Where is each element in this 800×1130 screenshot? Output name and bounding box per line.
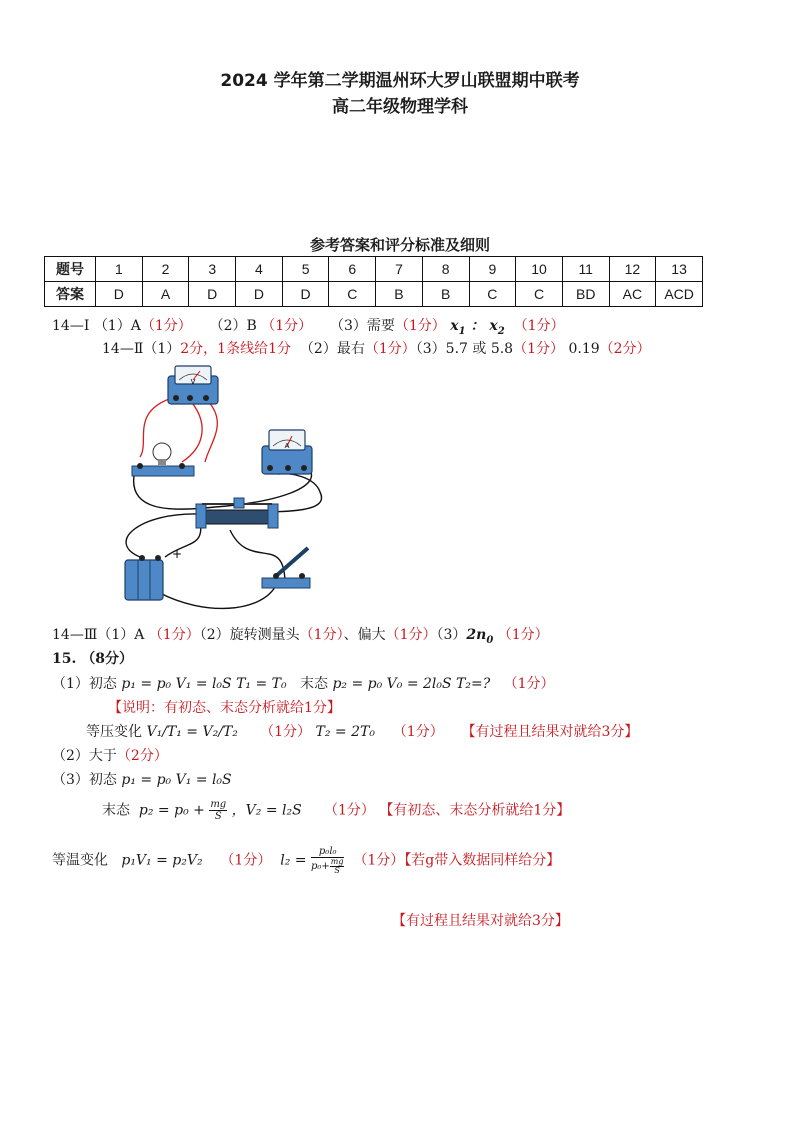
question-number: 7: [376, 257, 423, 282]
score: （1分）: [503, 676, 555, 692]
answer-cell: D: [236, 282, 283, 307]
question-number: 8: [422, 257, 469, 282]
q14-3-part3: 、偏大: [343, 627, 386, 643]
score: （1分）: [392, 724, 444, 740]
q14-3-math: $2n_0$: [466, 627, 494, 646]
q15-note4: 【若g带入数据同样给分】: [404, 852, 561, 869]
q15-part1-label: （1）初态: [52, 676, 117, 692]
answer-cell: B: [376, 282, 423, 307]
score: （1分）: [323, 802, 375, 819]
answer-table-title: 参考答案和评分标准及细则: [309, 236, 490, 254]
answer-table: [44, 256, 703, 307]
row-head-answer: 答案: [45, 282, 96, 307]
question-number: 4: [236, 257, 283, 282]
q15-part1-line: [52, 673, 555, 693]
q14-2-part3: （3）5.7 或 5.8: [415, 341, 514, 357]
q14-3-line: [52, 624, 549, 646]
q15-part2: （2）大于: [52, 748, 117, 764]
score: （1分）: [261, 318, 313, 334]
ammeter-icon: [262, 430, 312, 474]
q15-part1-final: p₂ = p₀ V₀ = 2l₀S T₂=?: [332, 676, 491, 692]
score: （1分）: [513, 318, 565, 334]
q14-3-part2: （2）旋转测量头: [199, 627, 300, 643]
table-row-numbers: [45, 257, 703, 282]
wire: [158, 587, 275, 608]
voltmeter-label: V: [190, 378, 196, 386]
q15-part3-final-line: [102, 799, 570, 822]
answer-cell: C: [469, 282, 516, 307]
question-number: 9: [469, 257, 516, 282]
q15-part3-final-b: ，V₂ = l₂S: [231, 802, 302, 819]
isobaric-label: 等压变化: [86, 724, 142, 740]
question-number: 1: [96, 257, 143, 282]
q15-part3-final-label: 末态: [102, 802, 130, 819]
score: （1分）: [260, 724, 312, 740]
question-number: 3: [189, 257, 236, 282]
q15-points: （8分）: [81, 651, 133, 667]
answer-cell: BD: [562, 282, 609, 307]
red-wire: [205, 398, 217, 462]
isobaric-eq: V₁/T₁ = V₂/T₂: [146, 724, 238, 740]
t2-eq: T₂ = 2T₀: [315, 724, 375, 740]
q14-2-label: 14—Ⅱ: [102, 341, 144, 357]
q14-3-part1: （1）A: [97, 627, 145, 643]
q15-part3-initial: p₁ = p₀ V₁ = l₀S: [121, 772, 232, 788]
score: 2分，1条线给1分: [180, 341, 291, 357]
q14-2-part1: （1）: [143, 341, 181, 357]
q14-3-part4: （3）: [436, 627, 467, 643]
question-number: 10: [516, 257, 563, 282]
score: （1分）: [385, 627, 437, 643]
q15-part2-line: [52, 745, 168, 765]
q14-1-label: 14—Ⅰ: [52, 318, 90, 334]
wire: [126, 514, 200, 557]
q15-note2: 【有过程且结果对就给3分】: [461, 724, 639, 740]
score: （1分）: [497, 627, 549, 643]
q15-label: 15.: [52, 651, 77, 667]
circuit-diagram: [110, 362, 340, 612]
q14-1-line: [52, 315, 565, 337]
answer-cell: C: [329, 282, 376, 307]
answer-cell: D: [96, 282, 143, 307]
wire: [165, 522, 201, 557]
score: （2分）: [599, 341, 651, 357]
question-number: 12: [609, 257, 656, 282]
question-number: 6: [329, 257, 376, 282]
q14-1-part3: （3）需要: [329, 318, 395, 334]
q15-part3-line: [52, 769, 232, 789]
score: （1分）: [353, 852, 405, 869]
red-wire: [182, 398, 202, 462]
battery-plus: +: [172, 547, 183, 561]
fraction-l2: p₀l₀ p₀+ $\frac{mg}{S}$: [310, 846, 344, 875]
score: （1分）: [220, 852, 272, 869]
q14-2-line: [102, 338, 651, 358]
fraction-mg-s: $\frac{mg}{S}$: [210, 799, 227, 822]
rheostat-icon: [196, 498, 278, 528]
answer-cell: ACD: [656, 282, 703, 307]
question-number: 13: [656, 257, 703, 282]
question-number: 11: [562, 257, 609, 282]
q15-note1: 【说明：有初态、末态分析就给1分】: [108, 700, 341, 716]
answer-cell: AC: [609, 282, 656, 307]
q14-2-part4: 0.19: [568, 341, 600, 357]
ammeter-label: A: [284, 442, 290, 450]
ratio: $x_1$ ： $x_2$: [450, 318, 505, 337]
q15-note5: 【有过程且结果对就给3分】: [392, 913, 569, 929]
battery-icon: [125, 555, 163, 600]
score: （1分）: [364, 341, 416, 357]
q15-part1-final-label: 末态: [299, 676, 328, 692]
q15-part1-initial: p₁ = p₀ V₁ = l₀S T₁ = T₀: [121, 676, 287, 692]
q15-isobaric-line: [86, 721, 638, 741]
answer-cell: B: [422, 282, 469, 307]
q14-2-part2: （2）最右: [299, 341, 365, 357]
score: （1分）: [148, 627, 200, 643]
q14-3-label: 14—Ⅲ: [52, 627, 98, 643]
q14-1-part2: （2）B: [209, 318, 257, 334]
score: （1分）: [299, 627, 344, 643]
answer-cell: D: [189, 282, 236, 307]
question-number: 5: [282, 257, 329, 282]
exam-subtitle: 高二年级物理学科: [332, 97, 468, 117]
score: （1分）: [513, 341, 565, 357]
q15-header: [52, 648, 133, 668]
q15-isothermal-line: [52, 846, 560, 875]
score: （2分）: [116, 748, 168, 764]
score: （1分）: [394, 318, 446, 334]
answer-cell: D: [282, 282, 329, 307]
l2-lhs: l₂ =: [280, 852, 307, 869]
q15-note3: 【有初态、末态分析就给1分】: [379, 802, 571, 819]
row-head-number: 题号: [45, 257, 96, 282]
q15-part3-final-a: p₂ = p₀ +: [138, 802, 205, 819]
answer-cell: C: [516, 282, 563, 307]
exam-title: 2024 学年第二学期温州环大罗山联盟期中联考: [220, 71, 580, 91]
isothermal-eq: p₁V₁ = p₂V₂: [121, 852, 203, 869]
table-row-answers: [45, 282, 703, 307]
score: （1分）: [140, 318, 192, 334]
question-number: 2: [142, 257, 189, 282]
q14-1-part1: （1）A: [93, 318, 141, 334]
isothermal-label: 等温变化: [52, 852, 108, 869]
answer-cell: A: [142, 282, 189, 307]
q15-part3-label: （3）初态: [52, 772, 117, 788]
